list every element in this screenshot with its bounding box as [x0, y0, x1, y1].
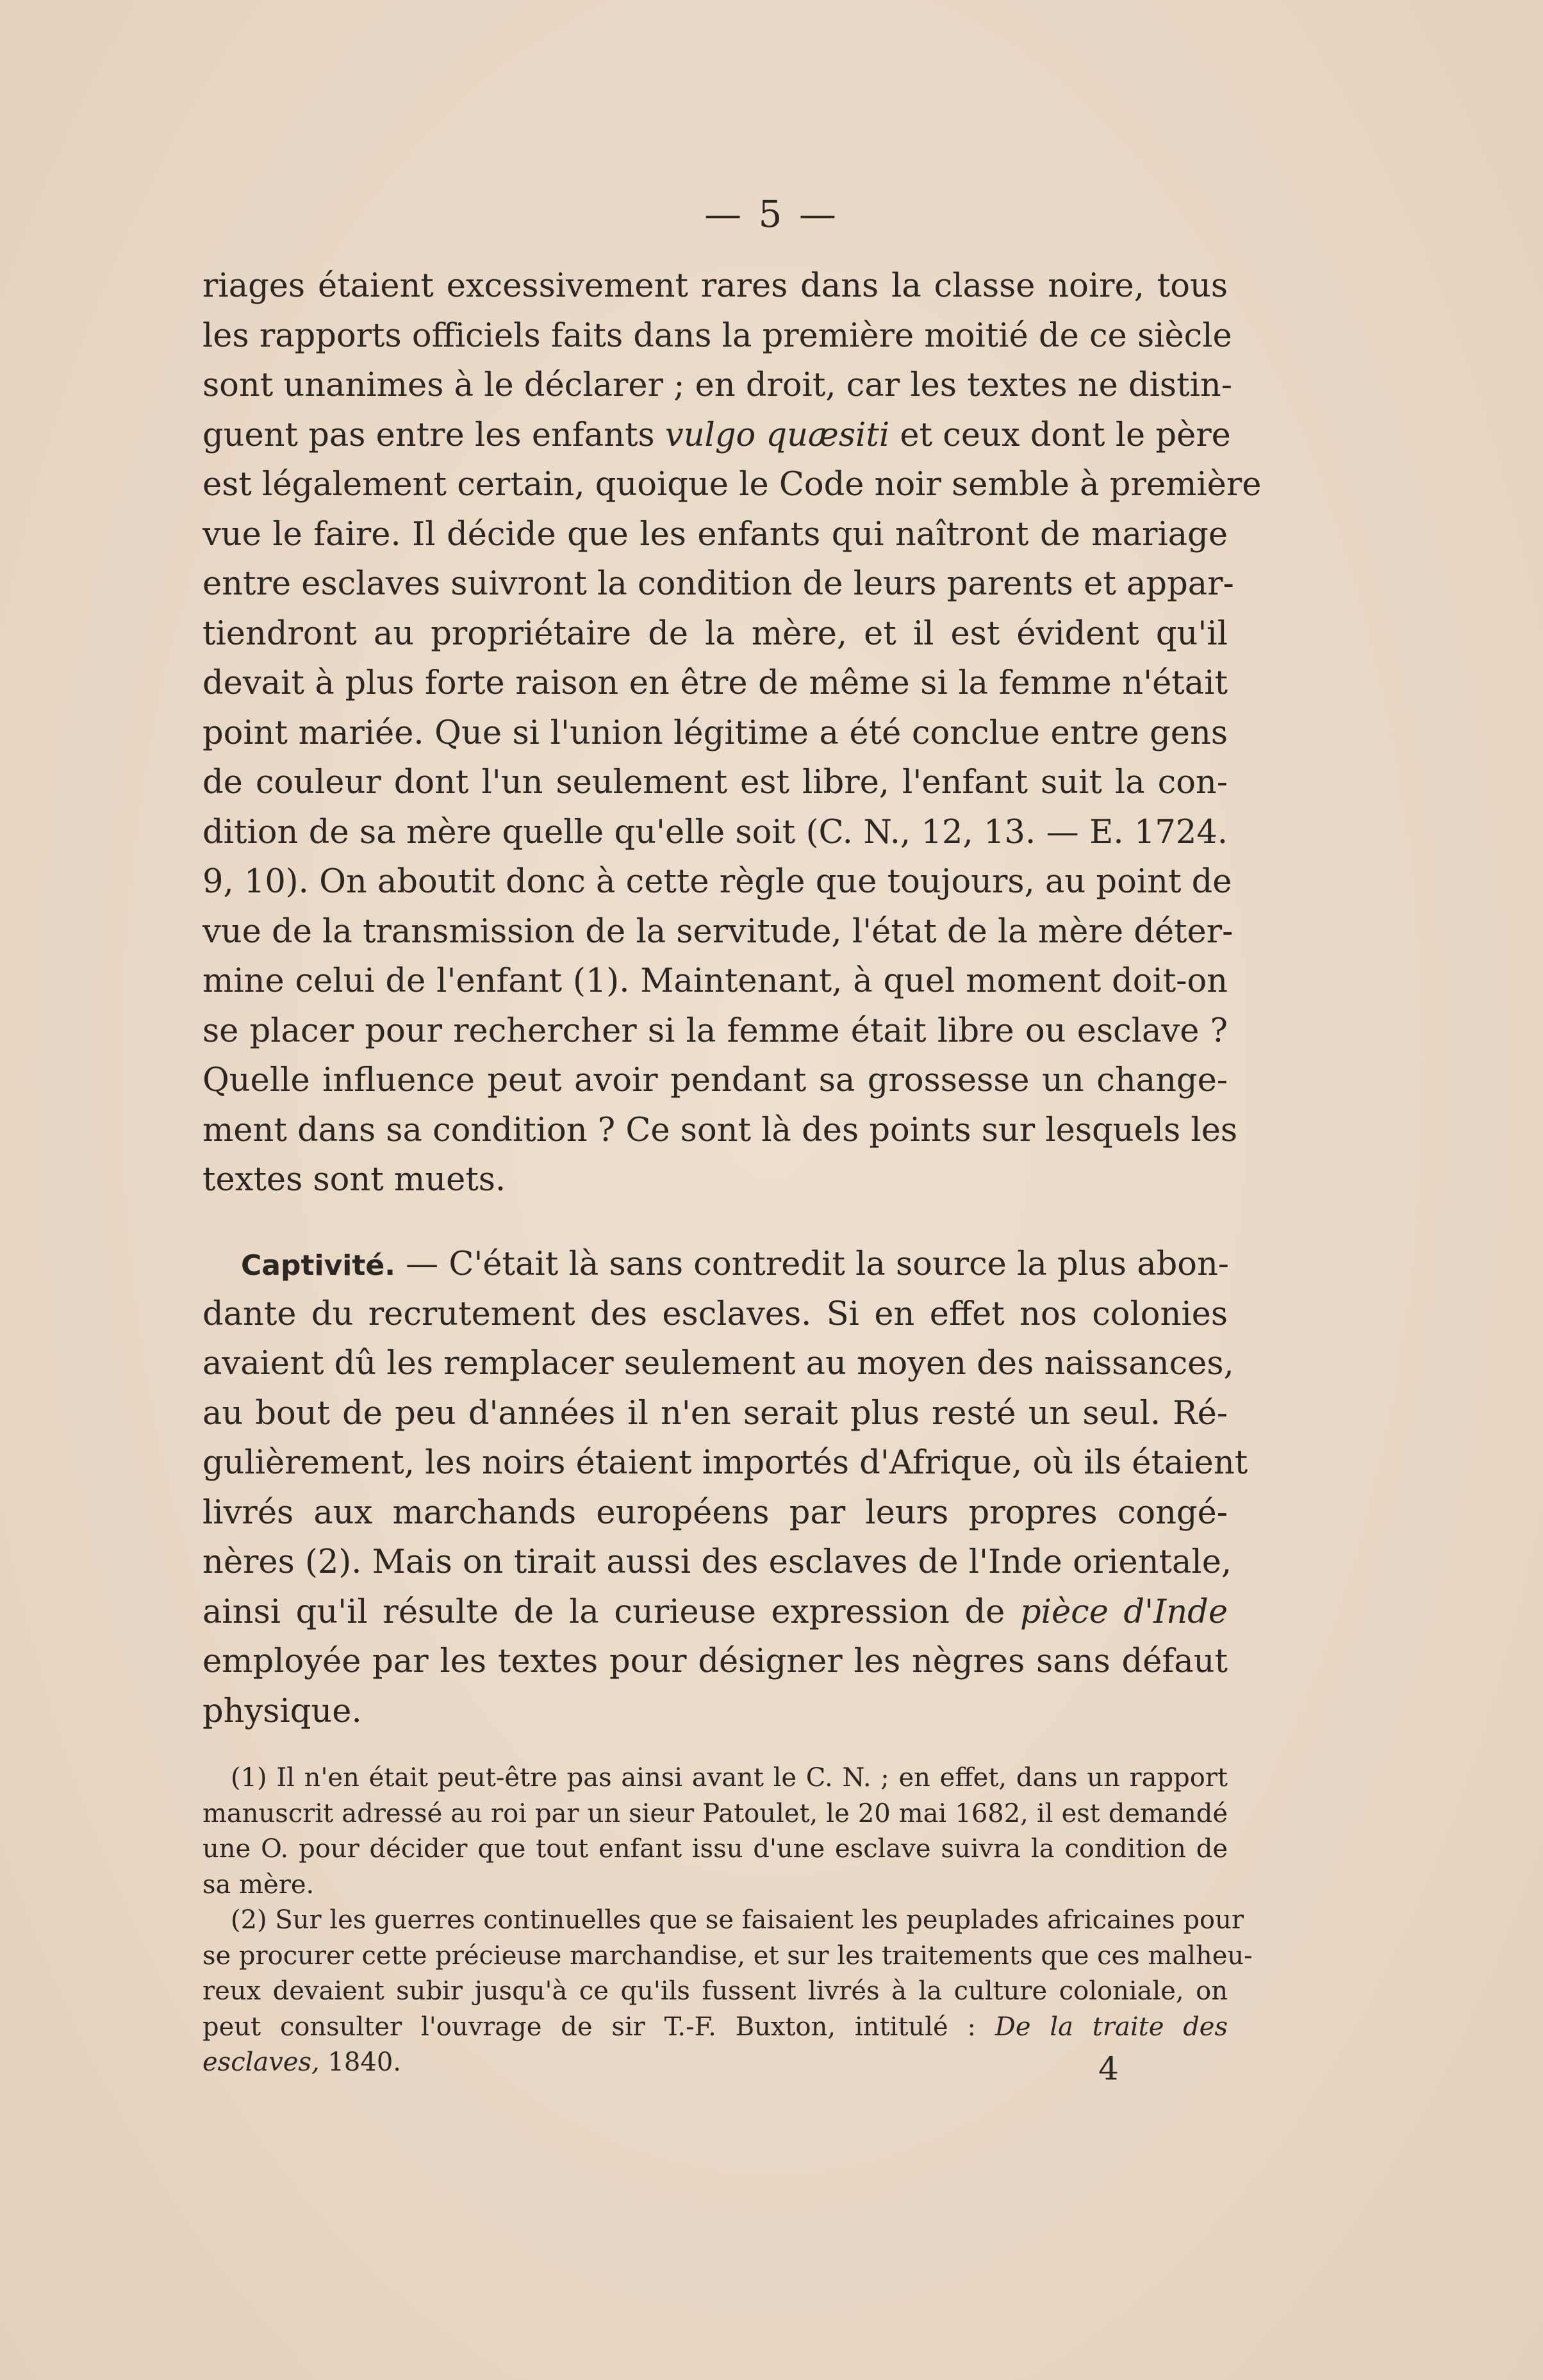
footnote-line: reux devaient subir jusqu'à ce qu'ils fussent livrés à la culture coloniale, on: [202, 1976, 1228, 2006]
text-segment: 1840.: [327, 2048, 401, 2077]
italic-title: De la traite des: [994, 2012, 1228, 2042]
text-line: tiendront au propriétaire de la mère, et il est évident qu'il: [202, 614, 1228, 653]
text-line: Quelle influence peut avoir pendant sa grossesse un change-: [202, 1062, 1228, 1099]
text-line: se placer pour rechercher si la femme était libre ou esclave ?: [202, 1012, 1228, 1050]
italic-term: vulgo quæsiti: [664, 416, 890, 454]
text-line: [202, 1240, 1228, 1290]
text-segment: ainsi qu'il résulte de la curieuse expression de: [202, 1593, 1005, 1631]
text-line: textes sont muets.: [202, 1161, 506, 1199]
text-line: devait à plus forte raison en être de même si la femme n'était: [202, 664, 1228, 702]
text-line: dition de sa mère quelle qu'elle soit (C. N., 12, 13. — E. 1724.: [202, 813, 1228, 851]
text-line: de couleur dont l'un seulement est libre, l'enfant suit la con-: [202, 764, 1228, 801]
text-line: gulièrement, les noirs étaient importés d'Afrique, où ils étaient: [202, 1444, 1248, 1482]
text-line: employée par les textes pour désigner les nègres sans défaut: [202, 1643, 1228, 1680]
signature-mark: 4: [1098, 2050, 1119, 2087]
footnote-line: se procurer cette précieuse marchandise, et sur les traitements que ces malheu-: [202, 1941, 1253, 1971]
text-line: livrés aux marchands européens par leurs propres congé-: [202, 1493, 1228, 1532]
paragraph-filiation: [202, 261, 1262, 1205]
footnotes: [202, 1760, 1253, 2081]
text-line: [202, 411, 1231, 461]
footnote-line: manuscrit adressé au roi par un sieur Patoulet, le 20 mai 1682, il est demandé: [202, 1798, 1228, 1828]
text-line: [202, 1588, 1228, 1637]
text-line: mine celui de l'enfant (1). Maintenant, à quel moment doit-on: [202, 962, 1228, 1000]
footnote-line: [202, 2045, 1228, 2081]
text-line: 9, 10). On aboutit donc à cette règle que toujours, au point de: [202, 863, 1232, 901]
text-line: dante du recrutement des esclaves. Si en effet nos colonies: [202, 1295, 1228, 1333]
section-heading: Captivité.: [241, 1249, 395, 1282]
italic-title: esclaves,: [202, 2048, 320, 2077]
text-segment: et ceux dont le père: [889, 416, 1231, 454]
text-line: est légalement certain, quoique le Code noir semble à première: [202, 466, 1262, 504]
text-line: entre esclaves suivront la condition de leurs parents et appar-: [202, 565, 1234, 603]
text-segment: guent pas entre les enfants: [202, 416, 655, 454]
text-line: avaient dû les remplacer seulement au moyen des naissances,: [202, 1345, 1234, 1383]
text-line: sont unanimes à le déclarer ; en droit, car les textes ne distin-: [202, 366, 1232, 404]
text-line: ment dans sa condition ? Ce sont là des points sur lesquels les: [202, 1111, 1238, 1149]
text-line: les rapports officiels faits dans la première moitié de ce siècle: [202, 316, 1232, 355]
footnote-line: (1) Il n'en était peut-être pas ainsi avant le C. N. ; en effet, dans un rapport: [231, 1763, 1228, 1793]
text-line: riages étaient excessivement rares dans la classe noire, tous: [202, 267, 1228, 305]
page-number: — 5 —: [704, 192, 839, 236]
footnote-line: [202, 2010, 1228, 2046]
text-line: vue de la transmission de la servitude, l'état de la mère déter-: [202, 912, 1234, 951]
text-line: point mariée. Que si l'union légitime a été conclue entre gens: [202, 714, 1228, 752]
text-segment: — C'était là sans contredit la source la plus abon-: [395, 1245, 1230, 1283]
footnote-line: sa mère.: [202, 1869, 315, 1900]
italic-term: pièce d'Inde: [1020, 1593, 1228, 1631]
text-line: vue le faire. Il décide que les enfants qui naîtront de mariage: [202, 515, 1228, 554]
text-segment: peut consulter l'ouvrage de sir T.-F. Buxton, intitulé :: [202, 2012, 976, 2042]
text-line: au bout de peu d'années il n'en serait plus resté un seul. Ré-: [202, 1394, 1228, 1432]
footnote-line: une O. pour décider que tout enfant issu d'une esclave suivra la condition de: [202, 1834, 1228, 1864]
footnote-line: (2) Sur les guerres continuelles que se faisaient les peuplades africaines pour: [231, 1905, 1244, 1935]
text-line: physique.: [202, 1692, 362, 1730]
paragraph-captivite: [202, 1240, 1248, 1736]
text-line: nères (2). Mais on tirait aussi des esclaves de l'Inde orientale,: [202, 1543, 1232, 1581]
